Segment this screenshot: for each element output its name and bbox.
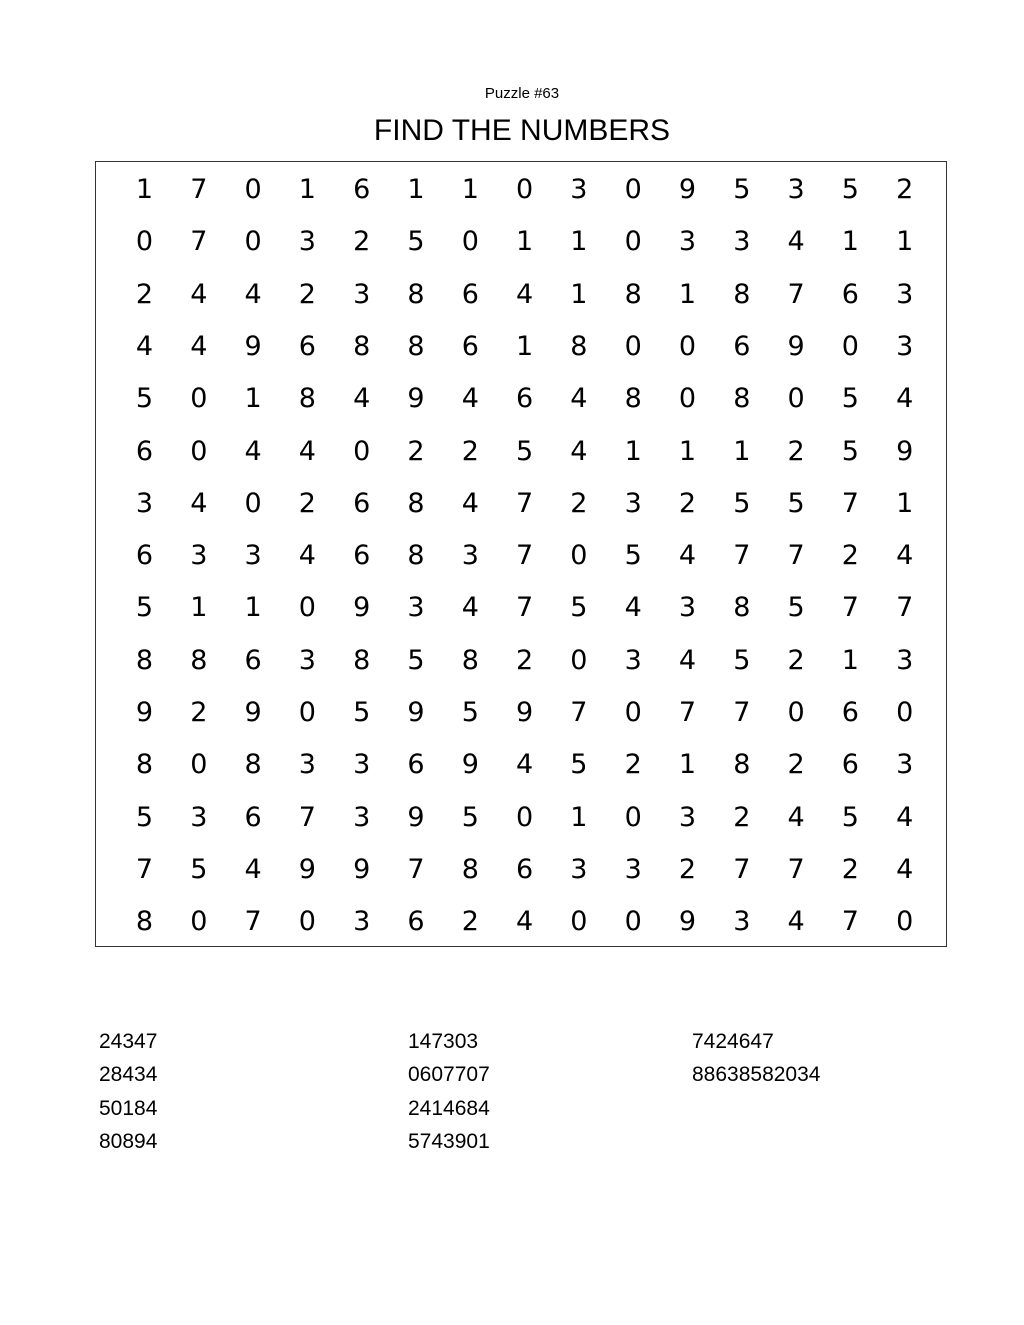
- grid-cell[interactable]: 3: [190, 801, 208, 833]
- grid-cell[interactable]: 5: [841, 801, 859, 833]
- grid-cell[interactable]: 8: [624, 383, 642, 415]
- grid-cell[interactable]: 0: [298, 697, 316, 728]
- grid-cell[interactable]: 1: [678, 749, 697, 781]
- grid-cell[interactable]: 3: [353, 801, 371, 833]
- grid-cell[interactable]: 2: [787, 749, 805, 781]
- grid-cell[interactable]: 0: [841, 330, 859, 362]
- grid-cell[interactable]: 3: [896, 749, 914, 781]
- grid-cell[interactable]: 6: [461, 278, 479, 310]
- grid-cell[interactable]: 2: [678, 853, 697, 885]
- grid-cell[interactable]: 8: [407, 487, 425, 519]
- grid-cell[interactable]: 4: [678, 644, 697, 676]
- grid-cell[interactable]: 8: [135, 644, 154, 676]
- grid-cell[interactable]: 2: [624, 749, 642, 781]
- grid-cell[interactable]: 6: [353, 174, 371, 205]
- grid-cell[interactable]: 3: [298, 644, 316, 676]
- grid-row: [96, 850, 946, 890]
- grid-cell[interactable]: 9: [353, 853, 371, 885]
- grid-row: [96, 484, 946, 524]
- grid-cell[interactable]: 5: [787, 487, 805, 519]
- grid-cell[interactable]: 2: [896, 174, 914, 205]
- grid-cell[interactable]: 0: [190, 906, 208, 938]
- grid-cell[interactable]: 3: [244, 540, 262, 572]
- grid-cell[interactable]: 9: [244, 330, 262, 362]
- grid-cell[interactable]: 8: [135, 906, 154, 938]
- grid-cell[interactable]: 9: [461, 749, 479, 781]
- grid-cell[interactable]: 0: [787, 383, 805, 415]
- grid-cell[interactable]: 7: [787, 853, 805, 885]
- grid-cell[interactable]: 8: [461, 644, 479, 676]
- grid-cell[interactable]: 9: [407, 383, 425, 415]
- grid-cell[interactable]: 5: [353, 697, 371, 728]
- grid-row: [96, 222, 946, 262]
- word-list-item: 28434: [99, 1063, 158, 1087]
- grid-cell[interactable]: 7: [678, 697, 697, 728]
- grid-cell[interactable]: 1: [407, 174, 425, 205]
- grid-cell[interactable]: 8: [407, 330, 425, 362]
- grid-cell[interactable]: 5: [787, 592, 805, 624]
- grid-cell[interactable]: 5: [570, 592, 588, 624]
- grid-cell[interactable]: 4: [896, 383, 914, 415]
- word-list-item: 7424647: [692, 1030, 774, 1053]
- grid-cell[interactable]: 6: [135, 435, 154, 467]
- grid-cell[interactable]: 0: [624, 174, 642, 205]
- grid-cell[interactable]: 9: [135, 697, 154, 728]
- grid-cell[interactable]: 3: [733, 226, 751, 258]
- grid-cell[interactable]: 0: [135, 226, 154, 258]
- grid-cell[interactable]: 4: [896, 853, 914, 885]
- word-list-item: 0607707: [408, 1063, 490, 1087]
- puzzle-grid: [95, 161, 947, 947]
- grid-cell[interactable]: 9: [298, 853, 316, 885]
- grid-cell[interactable]: 4: [516, 749, 534, 781]
- grid-cell[interactable]: 1: [135, 174, 154, 205]
- grid-cell[interactable]: 3: [624, 853, 642, 885]
- grid-cell[interactable]: 4: [461, 487, 479, 519]
- grid-cell[interactable]: 3: [353, 906, 371, 938]
- grid-cell[interactable]: 5: [461, 697, 479, 728]
- grid-cell[interactable]: 7: [516, 540, 534, 572]
- grid-cell[interactable]: 2: [570, 487, 588, 519]
- grid-cell[interactable]: 4: [190, 278, 208, 310]
- grid-cell[interactable]: 5: [841, 435, 859, 467]
- grid-cell[interactable]: 0: [678, 330, 697, 362]
- grid-cell[interactable]: 3: [190, 540, 208, 572]
- grid-cell[interactable]: 2: [407, 435, 425, 467]
- grid-cell[interactable]: 8: [353, 330, 371, 362]
- grid-cell[interactable]: 5: [733, 174, 751, 205]
- grid-row: [96, 327, 946, 367]
- word-list-item: 5743901: [408, 1129, 490, 1153]
- grid-cell[interactable]: 4: [896, 801, 914, 833]
- grid-cell[interactable]: 6: [298, 330, 316, 362]
- grid-cell[interactable]: 6: [407, 749, 425, 781]
- grid-cell[interactable]: 0: [516, 174, 534, 205]
- grid-row: [96, 432, 946, 472]
- grid-cell[interactable]: 7: [570, 697, 588, 728]
- grid-cell[interactable]: 9: [353, 592, 371, 624]
- grid-cell[interactable]: 2: [678, 487, 697, 519]
- grid-cell[interactable]: 8: [733, 278, 751, 310]
- word-list-item: 88638582034: [692, 1063, 821, 1087]
- grid-cell[interactable]: 4: [244, 278, 262, 310]
- grid-cell[interactable]: 3: [733, 906, 751, 938]
- word-list-item: 2414684: [408, 1096, 490, 1120]
- grid-cell[interactable]: 9: [244, 697, 262, 728]
- grid-cell[interactable]: 3: [624, 487, 642, 519]
- grid-cell[interactable]: 5: [841, 174, 859, 205]
- grid-cell[interactable]: 0: [624, 226, 642, 258]
- grid-cell[interactable]: 0: [244, 226, 262, 258]
- grid-cell[interactable]: 3: [298, 749, 316, 781]
- word-list-column: [99, 1029, 157, 1162]
- grid-cell[interactable]: 4: [570, 435, 588, 467]
- grid-cell[interactable]: 1: [570, 226, 588, 258]
- grid-cell[interactable]: 0: [624, 801, 642, 833]
- grid-cell[interactable]: 6: [516, 853, 534, 885]
- grid-cell[interactable]: 2: [733, 801, 751, 833]
- grid-row: [96, 693, 946, 733]
- grid-cell[interactable]: 2: [190, 697, 208, 728]
- grid-cell[interactable]: 5: [135, 592, 154, 624]
- grid-cell[interactable]: 3: [298, 226, 316, 258]
- grid-cell[interactable]: 6: [353, 487, 371, 519]
- grid-cell[interactable]: 8: [353, 644, 371, 676]
- grid-cell[interactable]: 0: [570, 906, 588, 938]
- grid-cell[interactable]: 4: [244, 435, 262, 467]
- grid-cell[interactable]: 4: [190, 487, 208, 519]
- grid-cell[interactable]: 0: [298, 906, 316, 938]
- grid-cell[interactable]: 8: [190, 644, 208, 676]
- grid-cell[interactable]: 6: [353, 540, 371, 572]
- grid-cell[interactable]: 1: [678, 278, 697, 310]
- grid-cell[interactable]: 2: [353, 226, 371, 258]
- grid-cell[interactable]: 8: [407, 540, 425, 572]
- grid-cell[interactable]: 2: [787, 644, 805, 676]
- grid-cell[interactable]: 3: [135, 487, 154, 519]
- grid-row: [96, 641, 946, 681]
- grid-cell[interactable]: 3: [407, 592, 425, 624]
- grid-cell[interactable]: 4: [516, 906, 534, 938]
- grid-cell[interactable]: 1: [733, 435, 751, 467]
- grid-cell[interactable]: 7: [841, 487, 859, 519]
- grid-cell[interactable]: 0: [678, 383, 697, 415]
- grid-cell[interactable]: 0: [190, 383, 208, 415]
- word-list-item: 24347: [99, 1030, 158, 1053]
- grid-row: [96, 902, 946, 942]
- grid-cell[interactable]: 3: [570, 853, 588, 885]
- grid-row: [96, 798, 946, 838]
- grid-cell[interactable]: 5: [190, 853, 208, 885]
- puzzle-number: Puzzle #63: [484, 85, 560, 102]
- grid-cell[interactable]: 7: [841, 906, 859, 938]
- grid-cell[interactable]: 3: [678, 592, 697, 624]
- grid-cell[interactable]: 0: [624, 330, 642, 362]
- grid-cell[interactable]: 8: [733, 749, 751, 781]
- grid-cell[interactable]: 7: [841, 592, 859, 624]
- grid-cell[interactable]: 3: [896, 278, 914, 310]
- grid-cell[interactable]: 7: [733, 697, 751, 728]
- grid-cell[interactable]: 3: [461, 540, 479, 572]
- grid-cell[interactable]: 5: [407, 644, 425, 676]
- grid-cell[interactable]: 5: [841, 383, 859, 415]
- grid-cell[interactable]: 3: [570, 174, 588, 205]
- grid-cell[interactable]: 1: [298, 174, 316, 205]
- grid-cell[interactable]: 4: [896, 540, 914, 572]
- grid-cell[interactable]: 4: [570, 383, 588, 415]
- grid-cell[interactable]: 1: [570, 278, 588, 310]
- grid-cell[interactable]: 3: [787, 174, 805, 205]
- grid-cell[interactable]: 5: [733, 644, 751, 676]
- grid-cell[interactable]: 4: [190, 330, 208, 362]
- grid-cell[interactable]: 8: [407, 278, 425, 310]
- grid-cell[interactable]: 7: [244, 906, 262, 938]
- grid-cell[interactable]: 0: [624, 906, 642, 938]
- grid-cell[interactable]: 5: [135, 801, 154, 833]
- grid-cell[interactable]: 0: [516, 801, 534, 833]
- grid-cell[interactable]: 7: [733, 853, 751, 885]
- grid-cell[interactable]: 6: [733, 330, 751, 362]
- grid-cell[interactable]: 1: [461, 174, 479, 205]
- grid-cell[interactable]: 6: [135, 540, 154, 572]
- page-title: FIND THE NUMBERS: [373, 114, 671, 147]
- grid-cell[interactable]: 6: [841, 278, 859, 310]
- grid-cell[interactable]: 8: [461, 853, 479, 885]
- grid-cell[interactable]: 6: [461, 330, 479, 362]
- grid-cell[interactable]: 4: [135, 330, 154, 362]
- grid-cell[interactable]: 0: [896, 697, 914, 728]
- grid-cell[interactable]: 5: [461, 801, 479, 833]
- grid-cell[interactable]: 2: [841, 540, 859, 572]
- grid-cell[interactable]: 8: [624, 278, 642, 310]
- grid-cell[interactable]: 1: [841, 226, 859, 258]
- grid-cell[interactable]: 1: [896, 487, 914, 519]
- grid-cell[interactable]: 6: [244, 801, 262, 833]
- grid-cell[interactable]: 1: [516, 330, 534, 362]
- grid-cell[interactable]: 9: [896, 435, 914, 467]
- grid-cell[interactable]: 1: [624, 435, 642, 467]
- grid-cell[interactable]: 1: [244, 592, 262, 624]
- grid-cell[interactable]: 8: [570, 330, 588, 362]
- grid-cell[interactable]: 7: [190, 226, 208, 258]
- grid-cell[interactable]: 7: [516, 487, 534, 519]
- grid-cell[interactable]: 5: [407, 226, 425, 258]
- grid-cell[interactable]: 9: [407, 801, 425, 833]
- grid-cell[interactable]: 8: [135, 749, 154, 781]
- grid-cell[interactable]: 4: [298, 435, 316, 467]
- grid-cell[interactable]: 6: [841, 697, 859, 728]
- grid-cell[interactable]: 2: [787, 435, 805, 467]
- grid-cell[interactable]: 2: [461, 435, 479, 467]
- grid-cell[interactable]: 1: [841, 644, 859, 676]
- grid-cell[interactable]: 1: [190, 592, 208, 624]
- grid-cell[interactable]: 1: [516, 226, 534, 258]
- grid-row: [96, 536, 946, 576]
- grid-cell[interactable]: 7: [787, 278, 805, 310]
- grid-cell[interactable]: 2: [461, 906, 479, 938]
- grid-cell[interactable]: 9: [407, 697, 425, 728]
- grid-cell[interactable]: 2: [298, 278, 316, 310]
- grid-cell[interactable]: 4: [461, 383, 479, 415]
- grid-row: [96, 588, 946, 628]
- grid-cell[interactable]: 0: [244, 174, 262, 205]
- grid-cell[interactable]: 0: [624, 697, 642, 728]
- grid-cell[interactable]: 3: [896, 644, 914, 676]
- grid-cell[interactable]: 3: [678, 226, 697, 258]
- grid-cell[interactable]: 3: [353, 278, 371, 310]
- grid-cell[interactable]: 3: [353, 749, 371, 781]
- grid-cell[interactable]: 0: [244, 487, 262, 519]
- grid-cell[interactable]: 4: [787, 801, 805, 833]
- grid-cell[interactable]: 9: [516, 697, 534, 728]
- grid-cell[interactable]: 7: [787, 540, 805, 572]
- grid-cell[interactable]: 0: [190, 435, 208, 467]
- grid-cell[interactable]: 4: [678, 540, 697, 572]
- grid-cell[interactable]: 5: [733, 487, 751, 519]
- grid-cell[interactable]: 0: [190, 749, 208, 781]
- grid-cell[interactable]: 5: [570, 749, 588, 781]
- grid-cell[interactable]: 9: [678, 906, 697, 938]
- word-list-item: 147303: [408, 1030, 479, 1053]
- grid-cell[interactable]: 0: [896, 906, 914, 938]
- grid-cell[interactable]: 4: [516, 278, 534, 310]
- grid-cell[interactable]: 6: [841, 749, 859, 781]
- grid-cell[interactable]: 8: [733, 383, 751, 415]
- word-list-item: 50184: [99, 1096, 158, 1120]
- grid-cell[interactable]: 2: [135, 278, 154, 310]
- grid-cell[interactable]: 7: [298, 801, 316, 833]
- grid-row: [96, 275, 946, 315]
- grid-cell[interactable]: 8: [244, 749, 262, 781]
- grid-cell[interactable]: 0: [298, 592, 316, 624]
- grid-cell[interactable]: 3: [896, 330, 914, 362]
- grid-cell[interactable]: 2: [298, 487, 316, 519]
- grid-cell[interactable]: 4: [244, 853, 262, 885]
- grid-cell[interactable]: 3: [624, 644, 642, 676]
- grid-cell[interactable]: 9: [787, 330, 805, 362]
- grid-row: [96, 745, 946, 785]
- grid-cell[interactable]: 3: [678, 801, 697, 833]
- grid-cell[interactable]: 2: [841, 853, 859, 885]
- grid-cell[interactable]: 7: [896, 592, 914, 624]
- grid-cell[interactable]: 5: [135, 383, 154, 415]
- grid-cell[interactable]: 7: [135, 853, 154, 885]
- grid-cell[interactable]: 7: [733, 540, 751, 572]
- grid-cell[interactable]: 0: [461, 226, 479, 258]
- grid-cell[interactable]: 7: [190, 174, 208, 205]
- grid-cell[interactable]: 7: [516, 592, 534, 624]
- grid-cell[interactable]: 6: [244, 644, 262, 676]
- grid-cell[interactable]: 5: [516, 435, 534, 467]
- grid-cell[interactable]: 4: [298, 540, 316, 572]
- grid-cell[interactable]: 7: [407, 853, 425, 885]
- grid-cell[interactable]: 1: [244, 383, 262, 415]
- grid-cell[interactable]: 8: [298, 383, 316, 415]
- grid-cell[interactable]: 4: [787, 226, 805, 258]
- grid-cell[interactable]: 1: [570, 801, 588, 833]
- grid-cell[interactable]: 1: [678, 435, 697, 467]
- grid-cell[interactable]: 6: [407, 906, 425, 938]
- grid-cell[interactable]: 4: [624, 592, 642, 624]
- grid-cell[interactable]: 6: [516, 383, 534, 415]
- grid-cell[interactable]: 2: [516, 644, 534, 676]
- grid-cell[interactable]: 0: [570, 644, 588, 676]
- grid-cell[interactable]: 4: [787, 906, 805, 938]
- grid-row: [96, 170, 946, 210]
- grid-cell[interactable]: 4: [461, 592, 479, 624]
- grid-cell[interactable]: 0: [570, 540, 588, 572]
- grid-cell[interactable]: 8: [733, 592, 751, 624]
- grid-cell[interactable]: 9: [678, 174, 697, 205]
- grid-row: [96, 379, 946, 419]
- grid-cell[interactable]: 4: [353, 383, 371, 415]
- grid-cell[interactable]: 1: [896, 226, 914, 258]
- word-list-item: 80894: [99, 1129, 158, 1153]
- word-list-column: [692, 1029, 820, 1096]
- word-list-column: [408, 1029, 490, 1162]
- grid-cell[interactable]: 0: [787, 697, 805, 728]
- grid-cell[interactable]: 0: [353, 435, 371, 467]
- grid-cell[interactable]: 5: [624, 540, 642, 572]
